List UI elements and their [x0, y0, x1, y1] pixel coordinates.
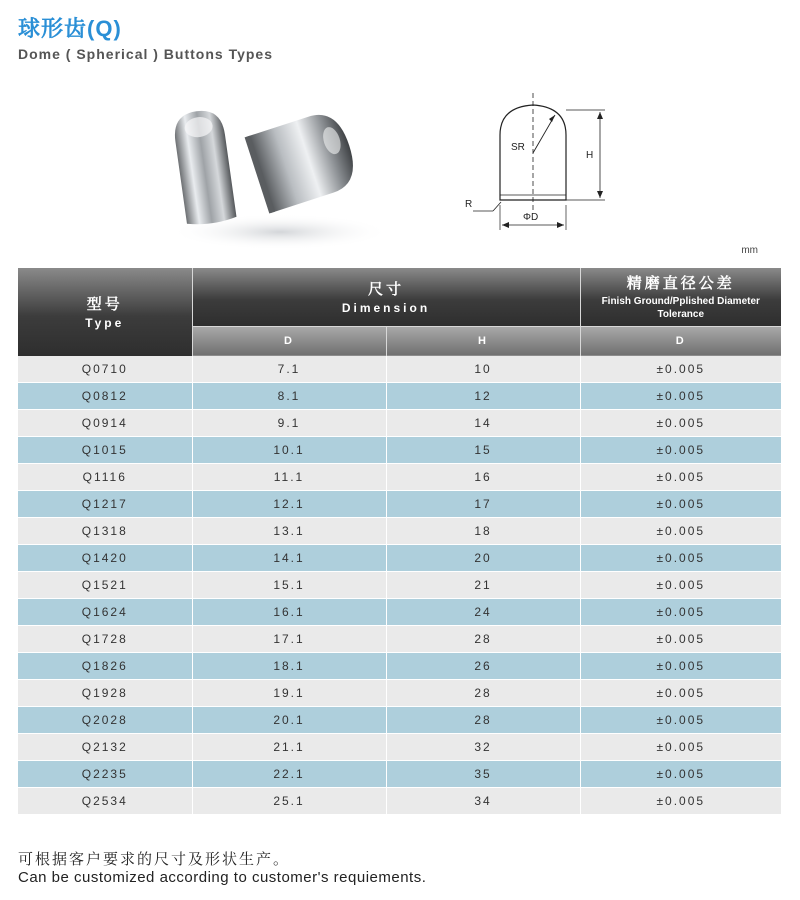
cell-type: Q0812: [18, 382, 192, 409]
cell-tolerance: ±0.005: [580, 409, 781, 436]
cell-type: Q1624: [18, 598, 192, 625]
subheader-d: D: [192, 326, 386, 356]
header-dimension: [192, 268, 580, 326]
table-row: [18, 679, 781, 706]
cell-type: Q1521: [18, 571, 192, 598]
cell-d: 19.1: [192, 679, 386, 706]
cell-tolerance: ±0.005: [580, 787, 781, 814]
cell-type: Q1728: [18, 625, 192, 652]
cell-type: Q0710: [18, 356, 192, 383]
table-row: [18, 571, 781, 598]
cell-d: 15.1: [192, 571, 386, 598]
cell-h: 12: [386, 382, 580, 409]
footer-note-cn: 可根据客户要求的尺寸及形状生产。: [18, 851, 291, 868]
cell-d: 11.1: [192, 463, 386, 490]
cell-tolerance: ±0.005: [580, 625, 781, 652]
cell-tolerance: ±0.005: [580, 517, 781, 544]
table-row: [18, 598, 781, 625]
table-row: [18, 544, 781, 571]
cell-tolerance: ±0.005: [580, 490, 781, 517]
table-row: [18, 733, 781, 760]
table-row: [18, 517, 781, 544]
header-tolerance-cn: 精磨直径公差: [626, 275, 735, 293]
cell-h: 35: [386, 760, 580, 787]
label-d: ΦD: [523, 212, 539, 223]
subheader-h: H: [386, 326, 580, 356]
table-row: [18, 409, 781, 436]
label-h: H: [586, 150, 594, 161]
table-row: [18, 652, 781, 679]
table-row: [18, 760, 781, 787]
cell-h: 24: [386, 598, 580, 625]
cell-type: Q1116: [18, 463, 192, 490]
cell-type: Q1318: [18, 517, 192, 544]
cell-tolerance: ±0.005: [580, 571, 781, 598]
cell-type: Q0914: [18, 409, 192, 436]
cell-h: 10: [386, 356, 580, 383]
cell-tolerance: ±0.005: [580, 733, 781, 760]
cell-type: Q2132: [18, 733, 192, 760]
cell-d: 21.1: [192, 733, 386, 760]
cell-d: 16.1: [192, 598, 386, 625]
cell-d: 17.1: [192, 625, 386, 652]
cell-type: Q1826: [18, 652, 192, 679]
table-row: [18, 356, 781, 383]
cell-tolerance: ±0.005: [580, 356, 781, 383]
page-title-cn: 球形齿(Q): [18, 16, 122, 41]
cell-h: 17: [386, 490, 580, 517]
cell-type: Q2534: [18, 787, 192, 814]
cell-h: 28: [386, 625, 580, 652]
cell-type: Q2235: [18, 760, 192, 787]
header-dimension-cn: 尺寸: [367, 281, 404, 299]
cell-d: 10.1: [192, 436, 386, 463]
table-row: [18, 787, 781, 814]
cell-d: 9.1: [192, 409, 386, 436]
footer-note-en: Can be customized according to customer's requiements.: [18, 869, 427, 886]
page-title-en: Dome ( Spherical ) Buttons Types: [18, 46, 273, 62]
cell-h: 34: [386, 787, 580, 814]
table-body: [18, 356, 781, 815]
table-row: [18, 625, 781, 652]
label-r: R: [465, 199, 473, 210]
cell-tolerance: ±0.005: [580, 382, 781, 409]
cell-type: Q1928: [18, 679, 192, 706]
header-type-en: Type: [85, 316, 125, 331]
header-dimension-en: Dimension: [341, 301, 431, 316]
cell-tolerance: ±0.005: [580, 679, 781, 706]
dimension-diagram: [455, 85, 625, 240]
cell-tolerance: ±0.005: [580, 463, 781, 490]
cell-h: 14: [386, 409, 580, 436]
cell-h: 15: [386, 436, 580, 463]
cell-d: 18.1: [192, 652, 386, 679]
table-row: [18, 463, 781, 490]
cell-d: 8.1: [192, 382, 386, 409]
cell-d: 14.1: [192, 544, 386, 571]
cell-h: 28: [386, 679, 580, 706]
cell-tolerance: ±0.005: [580, 598, 781, 625]
cell-type: Q1015: [18, 436, 192, 463]
cell-h: 18: [386, 517, 580, 544]
cell-h: 16: [386, 463, 580, 490]
cell-h: 26: [386, 652, 580, 679]
table-row: [18, 706, 781, 733]
cell-d: 12.1: [192, 490, 386, 517]
cell-h: 32: [386, 733, 580, 760]
cell-h: 28: [386, 706, 580, 733]
table-row: [18, 436, 781, 463]
cell-tolerance: ±0.005: [580, 652, 781, 679]
table-row: [18, 490, 781, 517]
cell-tolerance: ±0.005: [580, 760, 781, 787]
cell-d: 25.1: [192, 787, 386, 814]
cell-h: 21: [386, 571, 580, 598]
cell-d: 13.1: [192, 517, 386, 544]
unit-label: mm: [741, 245, 758, 256]
cell-type: Q2028: [18, 706, 192, 733]
table-row: [18, 382, 781, 409]
header-type-cn: 型号: [86, 296, 123, 314]
header-type: [18, 268, 192, 356]
specification-table: [18, 268, 781, 815]
cell-d: 20.1: [192, 706, 386, 733]
label-sr: SR: [511, 142, 525, 153]
cell-tolerance: ±0.005: [580, 436, 781, 463]
cell-type: Q1217: [18, 490, 192, 517]
cell-d: 7.1: [192, 356, 386, 383]
cell-type: Q1420: [18, 544, 192, 571]
header-tolerance-en: Finish Ground/Pplished Diameter Tolerance: [601, 296, 760, 321]
subheader-tolerance-d: D: [580, 326, 781, 356]
cell-tolerance: ±0.005: [580, 706, 781, 733]
cell-h: 20: [386, 544, 580, 571]
header-tolerance: [580, 268, 781, 326]
cell-d: 22.1: [192, 760, 386, 787]
product-photo: [150, 92, 400, 252]
cell-tolerance: ±0.005: [580, 544, 781, 571]
